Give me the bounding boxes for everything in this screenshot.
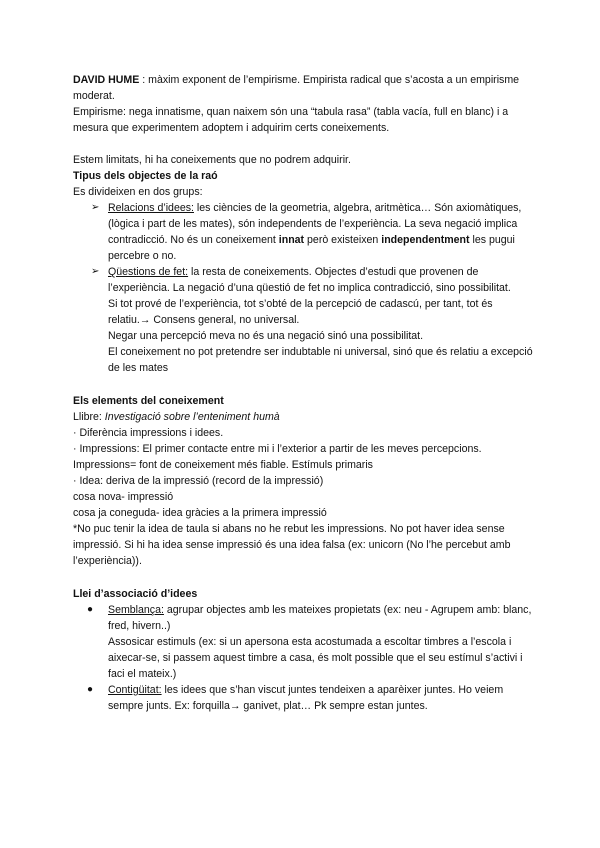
item-paragraph: Negar una percepció meva no és una negació sinó una possibilitat. xyxy=(108,330,424,342)
empirisme-paragraph: Empirisme: nega innatisme, quan naixem són una “tabula rasa” (tabla vacía, full en blanc) i a mesura que experimentem adoptem i adquirim certs coneixements. xyxy=(73,106,509,134)
bullet-dot-icon: ● xyxy=(87,604,94,615)
item-bold: independentment xyxy=(381,234,470,246)
section-heading-tipus: Tipus dels objectes de la raó xyxy=(73,170,218,182)
text-line: cosa nova- impressió xyxy=(73,491,174,503)
item-text: les pugui percebre o no. xyxy=(108,234,515,262)
item-text: les idees que s’han viscut juntes tendeixen a aparèixer juntes. Ho veiem sempre junts. Ex: forquilla→ ganivet, plat… Pk sempre estan juntes. xyxy=(108,684,504,712)
bullet-dot-icon: ● xyxy=(87,684,94,695)
item-paragraph: Si tot prové de l’experiència, tot s’obté de la percepció de cadascú, per tant, tot és relatiu.→ Consens general, no universal. xyxy=(108,298,493,326)
item-text: però existeixen xyxy=(304,234,382,246)
arrow-bullet-icon: ➢ xyxy=(91,266,100,277)
book-line xyxy=(73,409,533,425)
item-label: Relacions d’idees: xyxy=(108,202,194,214)
item-text: la resta de coneixements. Objectes d’estudi que provenen de l’experiència. La negació d’una qüestió de fet no implica contradicció, sino possibilitat. xyxy=(108,266,511,294)
list-item-contiguitat xyxy=(73,682,533,714)
arrow-bullet-icon: ➢ xyxy=(91,202,100,213)
book-label: Llibre: xyxy=(73,411,105,423)
text-line: · Idea: deriva de la impressió (record de la impressió) xyxy=(73,475,324,487)
text-line: cosa ja coneguda- idea gràcies a la primera impressió xyxy=(73,507,327,519)
item-label: Semblança: xyxy=(108,604,164,616)
section-heading-elements: Els elements del coneixement xyxy=(73,395,224,407)
item-label: Qüestions de fet: xyxy=(108,266,189,278)
list-item-questions xyxy=(73,264,533,296)
item-text: agrupar objectes amb les mateixes propietats (ex: neu - Agrupem amb: blanc, fred, hivern..) xyxy=(108,604,532,632)
section-heading-llei: Llei d’associació d’idees xyxy=(73,588,198,600)
intro-paragraph xyxy=(73,72,533,104)
document-body xyxy=(73,72,533,714)
item-paragraph: El coneixement no pot pretendre ser indubtable ni universal, sinó que és relatiu a excepció de les mates xyxy=(108,346,533,374)
item-paragraph: Assosicar estimuls (ex: si un apersona esta acostumada a escoltar timbres a l’escola i aixecar-se, si passem aquest timbre a casa, és molt possible que el seu estímul s’activi i faci el mateix.) xyxy=(108,636,523,680)
section1-intro: Es divideixen en dos grups: xyxy=(73,186,203,198)
text-line: Impressions= font de coneixement més fiable. Estímuls primaris xyxy=(73,459,373,471)
text-line: · Diferència impressions i idees. xyxy=(73,427,224,439)
item-label: Contigüitat: xyxy=(108,684,162,696)
item-bold: innat xyxy=(278,234,305,246)
author-name: DAVID HUME xyxy=(73,74,140,86)
list-item-relacions xyxy=(73,200,533,264)
book-title: Investigació sobre l’enteniment humà xyxy=(104,411,280,423)
limits-paragraph: Estem limitats, hi ha coneixements que no podrem adquirir. xyxy=(73,154,351,166)
text-line: · Impressions: El primer contacte entre mi i l’exterior a partir de les meves percepcions. xyxy=(73,443,482,455)
item-text: les ciències de la geometria, algebra, aritmètica… Són axiomàtiques, (lògica i part de les mates), són independents de l’experiència. La seva negació implica contradicció. No és un coneixement xyxy=(108,202,522,246)
intro-text: : màxim exponent de l’empirisme. Empirista radical que s’acosta a un empirisme moderat. xyxy=(73,74,520,102)
list-item-semblanca xyxy=(73,602,533,634)
text-line: *No puc tenir la idea de taula si abans no he rebut les impressions. No pot haver idea sense impressió. Si hi ha idea sense impressió és una idea falsa (ex: unicorn (No l’he percebut amb l’experiència)). xyxy=(73,523,511,567)
